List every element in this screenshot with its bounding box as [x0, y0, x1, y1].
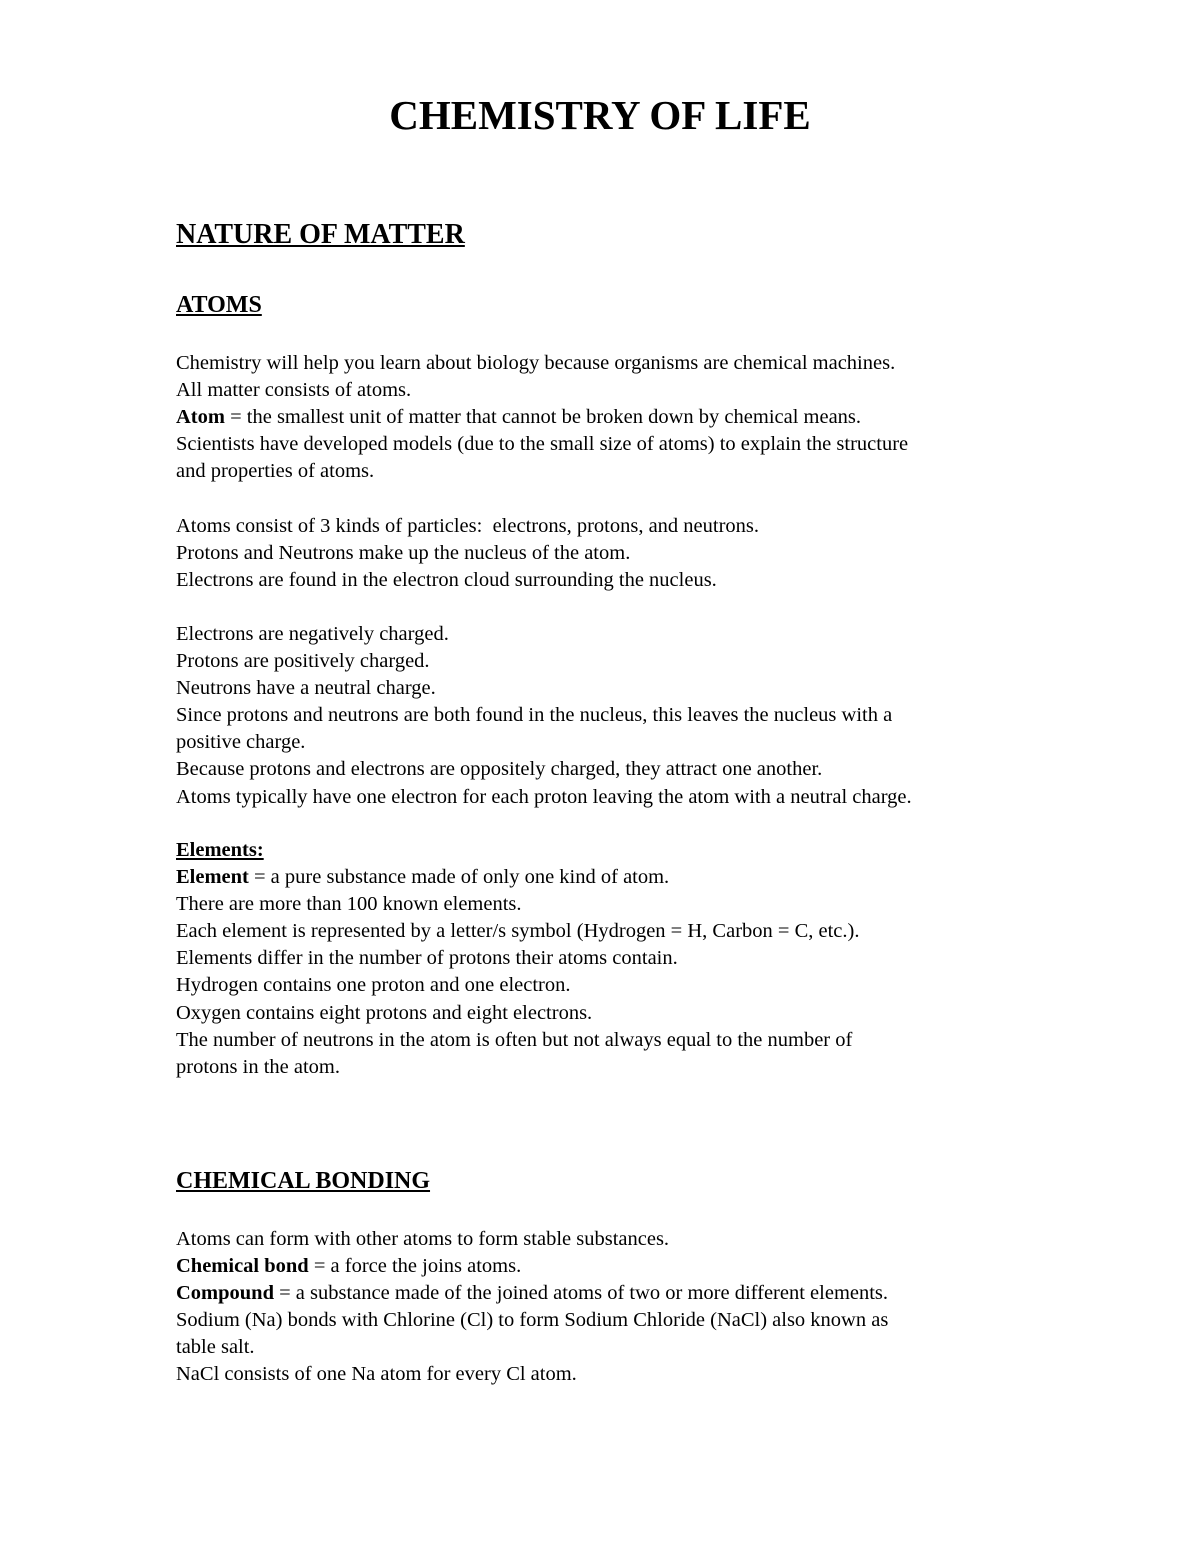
- line-text: Atoms can form with other atoms to form stable substances.: [176, 1228, 670, 1250]
- text-line: [176, 458, 908, 485]
- paragraph-atoms-intro: [176, 350, 908, 485]
- text-line: [176, 756, 912, 783]
- line-text: Protons are positively charged.: [176, 650, 430, 673]
- line-text: Electrons are negatively charged.: [176, 623, 449, 645]
- line-text: Each element is represented by a letter/s symbol (Hydrogen = H, Carbon = C, etc.).: [176, 920, 860, 943]
- line-text: All matter consists of atoms.: [176, 379, 412, 402]
- document-title: CHEMISTRY OF LIFE: [389, 92, 811, 138]
- text-line: [176, 513, 759, 540]
- line-text: Chemistry will help you learn about biology because organisms are chemical machines.: [176, 352, 896, 374]
- line-text: Hydrogen contains one proton and one electron.: [176, 974, 571, 997]
- text-line: [176, 1226, 888, 1253]
- paragraph-elements: [176, 837, 859, 1081]
- text-line: [176, 648, 912, 675]
- heading-atoms: ATOMS: [176, 292, 262, 318]
- heading-chemical-bonding: CHEMICAL BONDING: [176, 1168, 431, 1194]
- text-line: [176, 891, 859, 918]
- line-text: Atoms consist of 3 kinds of particles: electrons, protons, and neutrons.: [176, 515, 760, 537]
- line-text: table salt.: [176, 1336, 255, 1359]
- text-line: [176, 1334, 888, 1361]
- line-text: = a pure substance made of only one kind of atom.: [248, 866, 670, 889]
- line-text: Oxygen contains eight protons and eight electrons.: [176, 1001, 593, 1024]
- bold-term: Elements:: [176, 839, 264, 861]
- text-line: [176, 1361, 888, 1388]
- text-line: [176, 621, 912, 648]
- text-line: [176, 918, 859, 945]
- text-line: [176, 945, 859, 972]
- line-text: positive charge.: [176, 731, 306, 754]
- line-text: = a force the joins atoms.: [308, 1255, 522, 1278]
- line-text: There are more than 100 known elements.: [176, 893, 522, 916]
- text-line: [176, 702, 912, 729]
- text-line: [176, 377, 908, 404]
- line-text: Protons and Neutrons make up the nucleus of the atom.: [176, 542, 631, 565]
- line-text: Elements differ in the number of protons their atoms contain.: [176, 947, 678, 970]
- paragraph-charges: [176, 621, 912, 811]
- bold-term: Atom: [176, 406, 225, 429]
- line-text: = the smallest unit of matter that cannot be broken down by chemical means.: [224, 406, 862, 429]
- line-text: Since protons and neutrons are both found in the nucleus, this leaves the nucleus with a: [176, 704, 893, 727]
- text-line: [176, 1253, 888, 1280]
- text-line: [176, 1000, 859, 1027]
- bold-term: Chemical bond: [176, 1255, 309, 1278]
- line-text: Sodium (Na) bonds with Chlorine (Cl) to form Sodium Chloride (NaCl) also known as: [176, 1309, 889, 1332]
- line-text: Neutrons have a neutral charge.: [176, 677, 436, 700]
- text-line: [176, 729, 912, 756]
- line-text: NaCl consists of one Na atom for every Cl atom.: [176, 1363, 577, 1386]
- text-line: [176, 404, 908, 431]
- text-line: [176, 1307, 888, 1334]
- line-text: Atoms typically have one electron for each proton leaving the atom with a neutral charge.: [176, 785, 912, 808]
- line-text: Because protons and electrons are oppositely charged, they attract one another.: [176, 758, 823, 781]
- line-text: Scientists have developed models (due to the small size of atoms) to explain the structure: [176, 433, 909, 456]
- text-line: [176, 567, 759, 594]
- text-line: [176, 350, 908, 377]
- line-text: = a substance made of the joined atoms of two or more different elements.: [274, 1282, 889, 1305]
- bold-term: Element: [176, 866, 249, 889]
- heading-nature-of-matter: NATURE OF MATTER: [176, 219, 465, 250]
- line-text: and properties of atoms.: [176, 460, 375, 483]
- paragraph-particles: [176, 513, 759, 594]
- line-text: Electrons are found in the electron cloud surrounding the nucleus.: [176, 569, 717, 592]
- text-line: [176, 864, 859, 891]
- text-line: [176, 540, 759, 567]
- text-line: [176, 1054, 859, 1081]
- text-line: [176, 431, 908, 458]
- text-line: [176, 1280, 888, 1307]
- text-line: [176, 675, 912, 702]
- line-text: protons in the atom.: [176, 1055, 340, 1078]
- bold-term: Compound: [176, 1282, 274, 1305]
- line-text: The number of neutrons in the atom is often but not always equal to the number of: [176, 1028, 853, 1051]
- paragraph-bonding: [176, 1226, 888, 1389]
- text-line: [176, 1027, 859, 1054]
- text-line: [176, 972, 859, 999]
- text-line: [176, 837, 859, 864]
- text-line: [176, 784, 912, 811]
